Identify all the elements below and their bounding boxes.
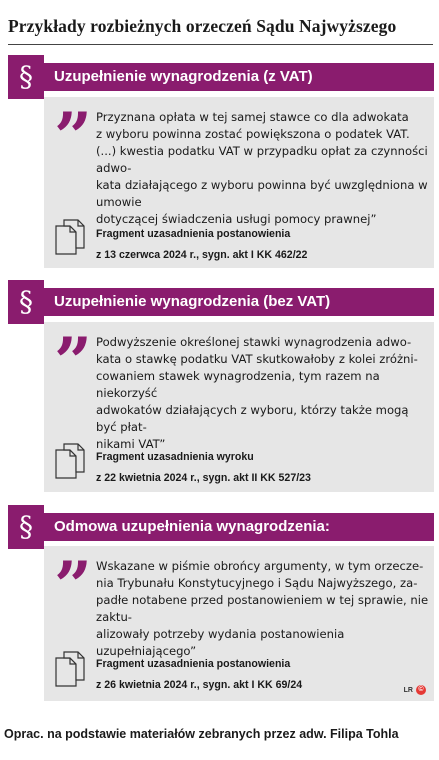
quote-text: [96, 334, 431, 453]
source-citation: [96, 654, 302, 696]
quote-icon: ”: [54, 547, 87, 625]
quote-line: adwokatów działających z wyboru, którzy także mogą być płat-: [96, 403, 409, 434]
source-line: Fragment uzasadnienia postanowienia: [96, 658, 291, 670]
section-heading-banner: [8, 63, 434, 91]
footer-credit: Oprac. na podstawie materiałów zebranych przez adw. Filipa Tohla: [4, 727, 399, 741]
document-icon: [54, 442, 88, 480]
section-heading: Uzupełnienie wynagrodzenia (bez VAT): [54, 293, 331, 310]
author-signature: LR: [403, 686, 413, 694]
section-card: [44, 97, 434, 268]
document-icon: [54, 218, 88, 256]
source-line: z 22 kwietnia 2024 r., sygn. akt II KK 527/23: [96, 472, 311, 484]
quote-line: alizowały potrzeby wydania postanowienia uzupełniającego”: [96, 627, 345, 658]
paragraph-icon: §: [8, 505, 44, 549]
section-card: [44, 546, 434, 701]
quote-line: dotyczącej świadczenia usługi pomocy prawnej”: [96, 212, 377, 226]
quote-line: nia Trybunału Konstytucyjnego i Sądu Najwyższego, za-: [96, 576, 418, 590]
copyright-mark: [404, 685, 426, 695]
title-divider: [8, 44, 433, 45]
document-icon: [54, 650, 88, 688]
quote-text: [96, 558, 431, 660]
quote-icon: ”: [54, 98, 87, 176]
source-citation: [96, 224, 307, 266]
page-title: Przykłady rozbieżnych orzeczeń Sądu Najwyższego: [8, 16, 397, 36]
quote-line: z wyboru powinna zostać powiększona o podatek VAT.: [96, 127, 410, 141]
quote-line: cowaniem stawek wynagrodzenia, tym razem na niekorzyść: [96, 369, 380, 400]
paragraph-icon: §: [8, 55, 44, 99]
quote-line: padłe notabene przed postanowieniem w tej sprawie, nie zaktu-: [96, 593, 429, 624]
paragraph-icon: §: [8, 280, 44, 324]
section-heading-banner: [8, 513, 434, 541]
section-heading-banner: [8, 288, 434, 316]
quote-line: (...) kwestia podatku VAT w przypadku opłat za czynności adwo-: [96, 144, 428, 175]
quote-icon: ”: [54, 323, 87, 401]
quote-line: Wskazane w piśmie obrońcy argumenty, w tym orzecze-: [96, 559, 424, 573]
source-citation: [96, 447, 311, 489]
source-line: z 13 czerwca 2024 r., sygn. akt I KK 462/22: [96, 249, 308, 261]
section-heading: Uzupełnienie wynagrodzenia (z VAT): [54, 68, 313, 85]
section-heading: Odmowa uzupełnienia wynagrodzenia:: [54, 518, 330, 535]
quote-line: kata o stawkę podatku VAT skutkowałoby z kolei zróżni-: [96, 352, 418, 366]
source-line: Fragment uzasadnienia postanowienia: [96, 228, 291, 240]
quote-line: Podwyższenie określonej stawki wynagrodzenia adwo-: [96, 335, 412, 349]
source-line: z 26 kwietnia 2024 r., sygn. akt I KK 69/24: [96, 679, 303, 691]
section-card: [44, 322, 434, 492]
source-line: Fragment uzasadnienia wyroku: [96, 451, 254, 463]
quote-line: nikami VAT”: [96, 437, 166, 451]
quote-line: Przyznana opłata w tej samej stawce co dla adwokata: [96, 110, 409, 124]
quote-line: kata działającego z wyboru powinna być uwzględniona w umowie: [96, 178, 428, 209]
copyright-icon: ©: [416, 685, 426, 695]
quote-text: [96, 109, 431, 228]
